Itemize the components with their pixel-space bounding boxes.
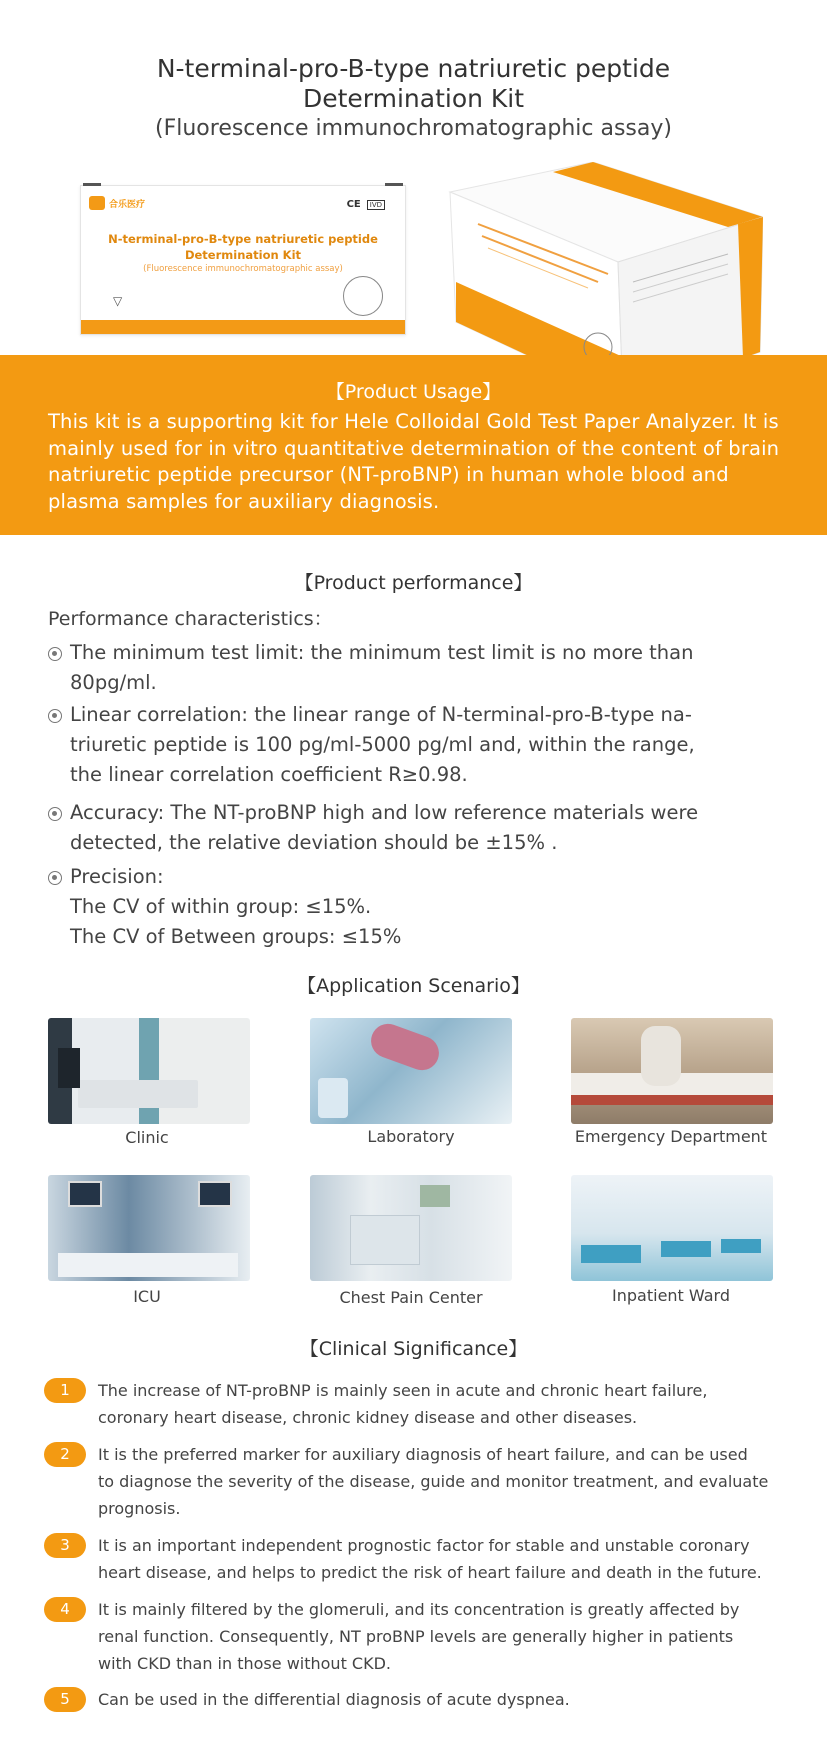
page-title-line1: N-terminal-pro-B-type natriuretic peptide (156, 54, 671, 83)
brand-name: 合乐医疗 (109, 199, 146, 210)
page-title-line2: Determination Kit (302, 84, 525, 113)
performance-intro: Performance characteristics： (48, 608, 333, 630)
certification-marks (347, 199, 385, 210)
performance-item: Precision: The CV of within group: ≤15%. The CV of Between groups: ≤15% (48, 862, 788, 952)
clinical-item: It is an important independent prognostic factor for stable and unstable coronary heart disease, and helps to predict the risk of heart failure and death in the future. (98, 1536, 762, 1582)
clinical-item: It is the preferred marker for auxiliary diagnosis of heart failure, and can be used to diagnose the severity of the disease, guide and monitor treatment, and evaluate prognosis. (98, 1445, 769, 1518)
label-product-name-2: Determination Kit (184, 248, 302, 262)
scenario-image-icu (48, 1175, 250, 1281)
page-subtitle: (Fluorescence immunochromatographic assay) (155, 116, 672, 141)
performance-item: The minimum test limit: the minimum test limit is no more than 80pg/ml. (48, 638, 788, 698)
label-product-name-1: N-terminal-pro-B-type natriuretic peptide (108, 232, 378, 246)
clinical-number-badge: 4 (44, 1597, 86, 1622)
clinical-item: Can be used in the differential diagnosis of acute dyspnea. (98, 1690, 570, 1709)
scenario-label: Inpatient Ward (612, 1286, 730, 1305)
clinical-heading: 【Clinical Significance】 (299, 1338, 528, 1360)
clinical-number-badge: 3 (44, 1533, 86, 1558)
scenario-image-clinic (48, 1018, 250, 1124)
scenario-label: Chest Pain Center (339, 1288, 483, 1307)
brand-logo-icon (89, 196, 105, 210)
storage-condition-icon (343, 276, 383, 316)
scenario-label: Laboratory (367, 1127, 455, 1146)
brand-logo (89, 196, 145, 210)
product-label-image (80, 185, 406, 335)
performance-item: Accuracy: The NT-proBNP high and low reference materials were detected, the relative deviation should be ±15% . (48, 798, 788, 858)
scenario-image-laboratory (310, 1018, 512, 1124)
clinical-item: The increase of NT-proBNP is mainly seen in acute and chronic heart failure, coronary heart disease, chronic kidney disease and other diseases. (98, 1381, 708, 1427)
clinical-item: It is mainly filtered by the glomeruli, and its concentration is greatly affected by renal function. Consequently, NT proBNP levels are generally higher in patients with CKD than in those without CKD. (98, 1600, 740, 1673)
bullet-icon (48, 709, 62, 723)
scenario-label: Clinic (125, 1128, 169, 1147)
bullet-icon (48, 871, 62, 885)
performance-heading: 【Product performance】 (294, 572, 533, 594)
scenario-image-emergency (571, 1018, 773, 1124)
product-usage-text: This kit is a supporting kit for Hele Colloidal Gold Test Paper Analyzer. It is mainly used for in vitro quantitative determination of the content of brain natriuretic peptide precursor (NT-proBNP) in human whole blood and plasma samples for auxiliary diagnosis. (48, 410, 780, 513)
bullet-icon (48, 807, 62, 821)
label-tab (83, 183, 101, 186)
product-usage-heading: 【Product Usage】 (325, 381, 502, 403)
scenario-label: ICU (133, 1287, 161, 1306)
label-product-name-3: (Fluorescence immunochromatographic assay) (143, 264, 343, 274)
ce-mark: CE (346, 199, 361, 210)
scenario-heading: 【Application Scenario】 (297, 975, 530, 997)
performance-item: Linear correlation: the linear range of N-terminal-pro-B-type na- triuretic peptide is 100 pg/ml-5000 pg/ml and, within the range, the linear correlation coefficient R≥0.98. (48, 700, 788, 790)
ivd-mark: IVD (367, 200, 385, 210)
hazard-triangle-icon: ▽ (113, 294, 123, 308)
scenario-image-chest-pain-center (310, 1175, 512, 1281)
scenario-image-inpatient-ward (571, 1175, 773, 1281)
clinical-number-badge: 2 (44, 1442, 86, 1467)
scenario-label: Emergency Department (574, 1127, 768, 1146)
label-tab (385, 183, 403, 186)
label-stripe (81, 320, 405, 334)
bullet-icon (48, 647, 62, 661)
clinical-number-badge: 5 (44, 1687, 86, 1712)
clinical-number-badge: 1 (44, 1378, 86, 1403)
